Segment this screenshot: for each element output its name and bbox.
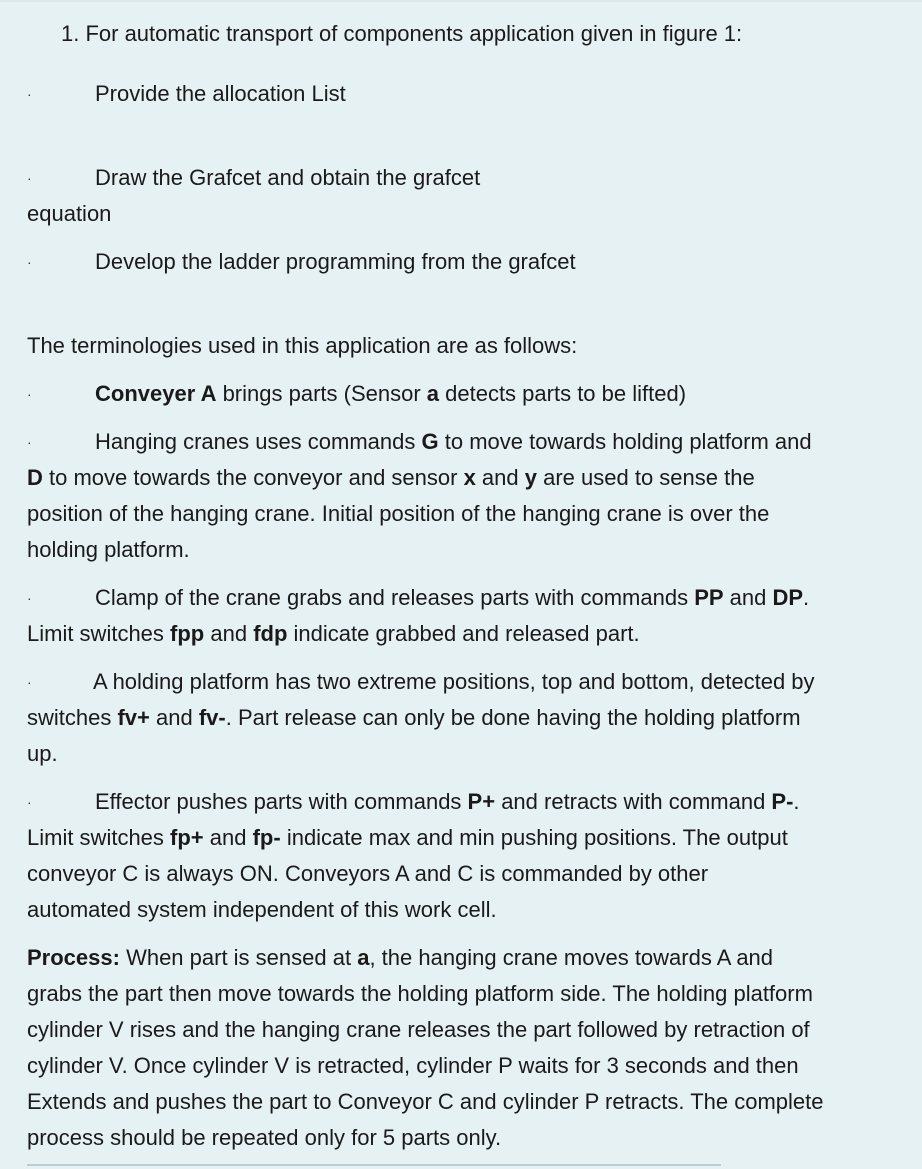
term-effector-line-4: automated system independent of this work cell. bbox=[27, 897, 497, 922]
bullet-dot: · bbox=[27, 590, 32, 606]
term-platform-line-3: up. bbox=[27, 741, 58, 766]
term-crane-line-1: Hanging cranes uses commands G to move towards holding platform and bbox=[95, 429, 812, 454]
term-crane-line-3: position of the hanging crane. Initial position of the hanging crane is over the bbox=[27, 501, 770, 526]
top-divider bbox=[0, 0, 922, 2]
process-line-1: Process: When part is sensed at a, the hanging crane moves towards A and bbox=[27, 945, 774, 970]
bullet-dot: · bbox=[27, 434, 32, 450]
bullet-dot: · bbox=[27, 794, 32, 810]
process-line-5: Extends and pushes the part to Conveyor C and cylinder P retracts. The complete bbox=[27, 1089, 824, 1114]
process-label: Process: bbox=[27, 945, 120, 970]
term-platform-line-2: switches fv+ and fv-. Part release can only be done having the holding platform bbox=[27, 705, 801, 730]
term-crane-line-4: holding platform. bbox=[27, 537, 190, 562]
process-line-4: cylinder V. Once cylinder V is retracted, cylinder P waits for 3 seconds and then bbox=[27, 1053, 799, 1078]
process-line-2: grabs the part then move towards the holding platform side. The holding platform bbox=[27, 981, 813, 1006]
term-platform-line-1: A holding platform has two extreme positions, top and bottom, detected by bbox=[93, 669, 815, 694]
term-effector-line-2: Limit switches fp+ and fp- indicate max and min pushing positions. The output bbox=[27, 825, 788, 850]
bullet-dot: · bbox=[27, 86, 32, 102]
term-crane-line-2: D to move towards the conveyor and sensor x and y are used to sense the bbox=[27, 465, 755, 490]
task-allocation-list: Provide the allocation List bbox=[95, 81, 346, 106]
task-ladder: Develop the ladder programming from the grafcet bbox=[95, 249, 576, 274]
process-line-6: process should be repeated only for 5 parts only. bbox=[27, 1125, 502, 1150]
bullet-dot: · bbox=[27, 254, 32, 270]
term-effector-line-1: Effector pushes parts with commands P+ and retracts with command P-. bbox=[95, 789, 800, 814]
terminology-intro: The terminologies used in this application are as follows: bbox=[27, 333, 578, 358]
bottom-divider bbox=[27, 1164, 721, 1166]
term-clamp-line-1: Clamp of the crane grabs and releases parts with commands PP and DP. bbox=[95, 585, 810, 610]
task-grafcet: Draw the Grafcet and obtain the grafcet bbox=[95, 165, 481, 190]
bullet-dot: · bbox=[27, 674, 32, 690]
bullet-dot: · bbox=[27, 170, 32, 186]
term-conveyer-a: Conveyer A brings parts (Sensor a detects parts to be lifted) bbox=[95, 381, 687, 406]
task-grafcet-continued: equation bbox=[27, 201, 112, 226]
process-line-3: cylinder V rises and the hanging crane releases the part followed by retraction of bbox=[27, 1017, 810, 1042]
question-heading: 1. For automatic transport of components application given in figure 1: bbox=[61, 21, 743, 46]
term-clamp-line-2: Limit switches fpp and fdp indicate grabbed and released part. bbox=[27, 621, 640, 646]
term-effector-line-3: conveyor C is always ON. Conveyors A and C is commanded by other bbox=[27, 861, 709, 886]
bullet-dot: · bbox=[27, 386, 32, 402]
